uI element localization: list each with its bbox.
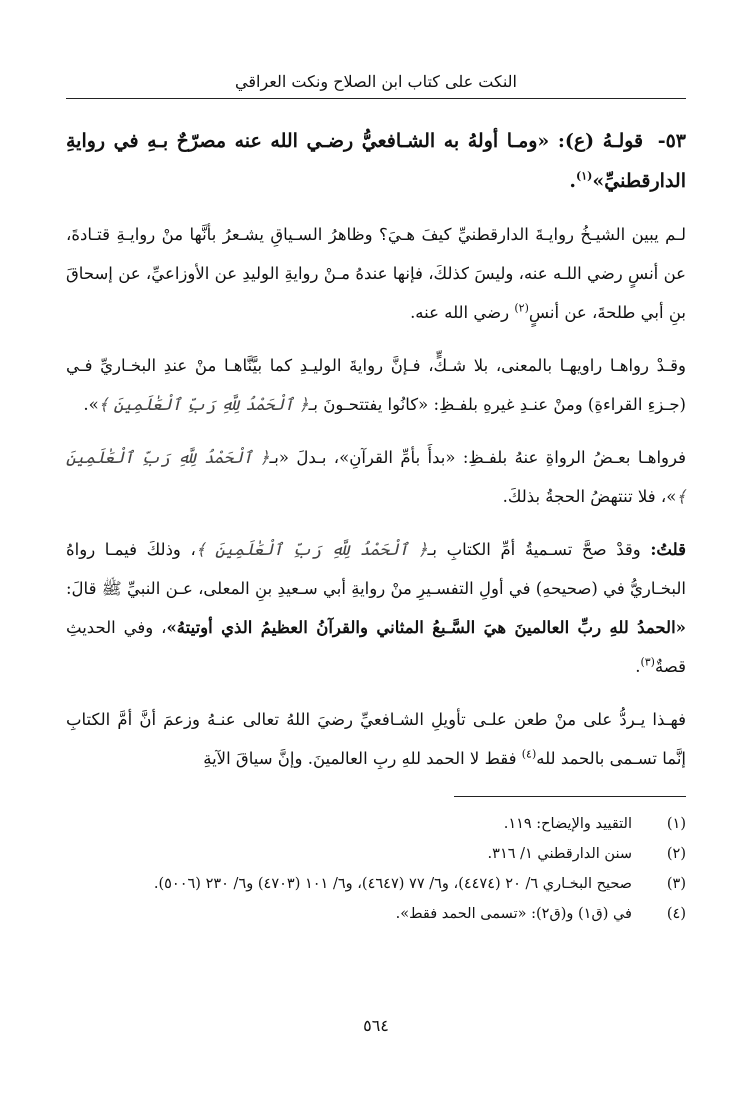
paragraph-1-end: رضي الله عنه. [410, 303, 515, 322]
footnote-text: في (ق١) و(ق٢): «تسمى الحمد فقط». [395, 906, 632, 922]
page [66, 70, 686, 922]
footnote-text: سنن الدارقطني ١/ ٣١٦. [487, 846, 632, 862]
paragraph-1-text: لـم يبين الشيـخُ روايـةَ الدارقطنيِّ كيفَ هـيَ؟ وظاهرُ السـياقِ يشـعرُ بأنَّها منْ روايـةِ قتـادةَ، عن أنسٍ رضي اللـه عنه، وليسَ كذلكَ، فإنها عندهُ مـنْ روايةِ الوليدِ عن الأوزاعيِّ، عن إسحاقَ بنِ أبي طلحةَ، عن أنسٍ [66, 225, 686, 322]
footnote-separator [153, 796, 686, 922]
paragraph-4 [66, 530, 686, 686]
paragraph-4-end: . [635, 657, 641, 676]
section-heading [66, 121, 686, 201]
quran-verse: ﴿ ٱلْحَمْدُ لِلَّهِ رَبِّ ٱلْعَٰلَمِينَ ﴾ [98, 395, 309, 414]
paragraph-5 [66, 700, 686, 778]
footnote-number: (٣) [666, 876, 686, 892]
footnote-text: صحيح البخـاري ٦/ ٢٠ (٤٤٧٤)، و٦/ ٧٧ (٤٦٤٧)، و٦/ ١٠١ (٤٧٠٣) و٦/ ٢٣٠ (٥٠٠٦). [153, 876, 632, 892]
footnote-item [66, 809, 686, 839]
paragraph-4-text: وقدْ صحَّ تسـميةُ أمِّ الكتابِ بـ [427, 540, 651, 559]
paragraph-3-end: »، فلا تنتهضُ الحجةُ بذلكَ. [502, 487, 677, 506]
paragraph-3 [66, 438, 686, 516]
footnote-item [66, 899, 686, 929]
section-heading-text: قولـهُ (ع): «ومـا أولهُ به الشـافعيُّ رضـي الله عنه مصرّحٌ بـهِ في روايةِ الدارقطنيِّ» [66, 130, 686, 192]
footnote-ref-1[interactable]: (١) [576, 169, 593, 183]
section-heading-end: . [569, 170, 577, 192]
quran-verse: ﴿ ٱلْحَمْدُ لِلَّهِ رَبِّ ٱلْعَٰلَمِينَ ﴾ [66, 448, 686, 506]
section-number: ٥٣- [657, 130, 686, 152]
running-head: النكت على كتاب ابن الصلاح ونكت العراقي [66, 70, 686, 99]
paragraph-2-end: ». [83, 395, 99, 414]
quran-verse: ﴿ ٱلْحَمْدُ لِلَّهِ رَبِّ ٱلْعَٰلَمِينَ ﴾ [195, 540, 428, 559]
paragraph-4-middle: ، وذلكَ فيمـا رواهُ البخـاريُّ في (صحيحهِ) في أولِ التفسـيرِ منْ روايةِ أبي سـعيدِ بنِ المعلى، عـن النبيِّ ﷺ قالَ: [66, 540, 686, 598]
page-number: ٥٦٤ [363, 1016, 389, 1035]
footnote-number: (٢) [666, 846, 686, 862]
paragraph-2 [66, 346, 686, 424]
hadith-quote: «الحمدُ للهِ ربِّ العالمينَ هيَ السَّـبعُ المثاني والقرآنُ العظيمُ الذي أوتيتهُ» [166, 618, 686, 637]
paragraph-1 [66, 215, 686, 332]
footnote-number: (٤) [666, 906, 686, 922]
footnote-list [66, 809, 686, 929]
paragraph-2-text: وقـدْ رواهـا راويهـا بالمعنى، بلا شـكٍّ، فـإنَّ روايةَ الوليـدِ كما بيَّنَّاهـا منْ عندِ البخـاريِّ فـي (جـزءِ القراءةِ) ومنْ عنـدِ غيرهِ بلفـظِ: «كانُوا يفتتحـونَ بـ [66, 356, 686, 414]
footnote-ref-4[interactable]: (٤) [521, 747, 537, 761]
paragraph-5-end: فقط لا الحمد للهِ ربِ العالمينَ. وإنَّ سياقَ الآيةِ [203, 749, 522, 768]
footnote-ref-3[interactable]: (٣) [640, 655, 655, 669]
paragraph-5-text: فهـذا يـردُّ على منْ طعن علـى تأويلِ الشـافعيِّ رضيَ اللهُ تعالى عنـهُ وزعمَ أنَّ أمَّ الكتابِ إنَّما تسـمى بالحمد لله [66, 710, 686, 768]
footnote-ref-2[interactable]: (٢) [514, 301, 529, 315]
paragraph-4-lead: قلتُ: [650, 540, 686, 559]
footnote-item [66, 839, 686, 869]
footnote-number: (١) [666, 816, 686, 832]
footnote-item [66, 869, 686, 899]
paragraph-3-text: فرواهـا بعـضُ الرواةِ عنهُ بلفـظِ: «بدأَ بأمِّ القرآنِ»، بـدلَ «بـ [269, 448, 686, 467]
paragraph-4-after: ، وفي الحديثِ قصةٌ [66, 618, 686, 676]
footnote-text: التقييد والإيضاح: ١١٩. [503, 816, 632, 832]
